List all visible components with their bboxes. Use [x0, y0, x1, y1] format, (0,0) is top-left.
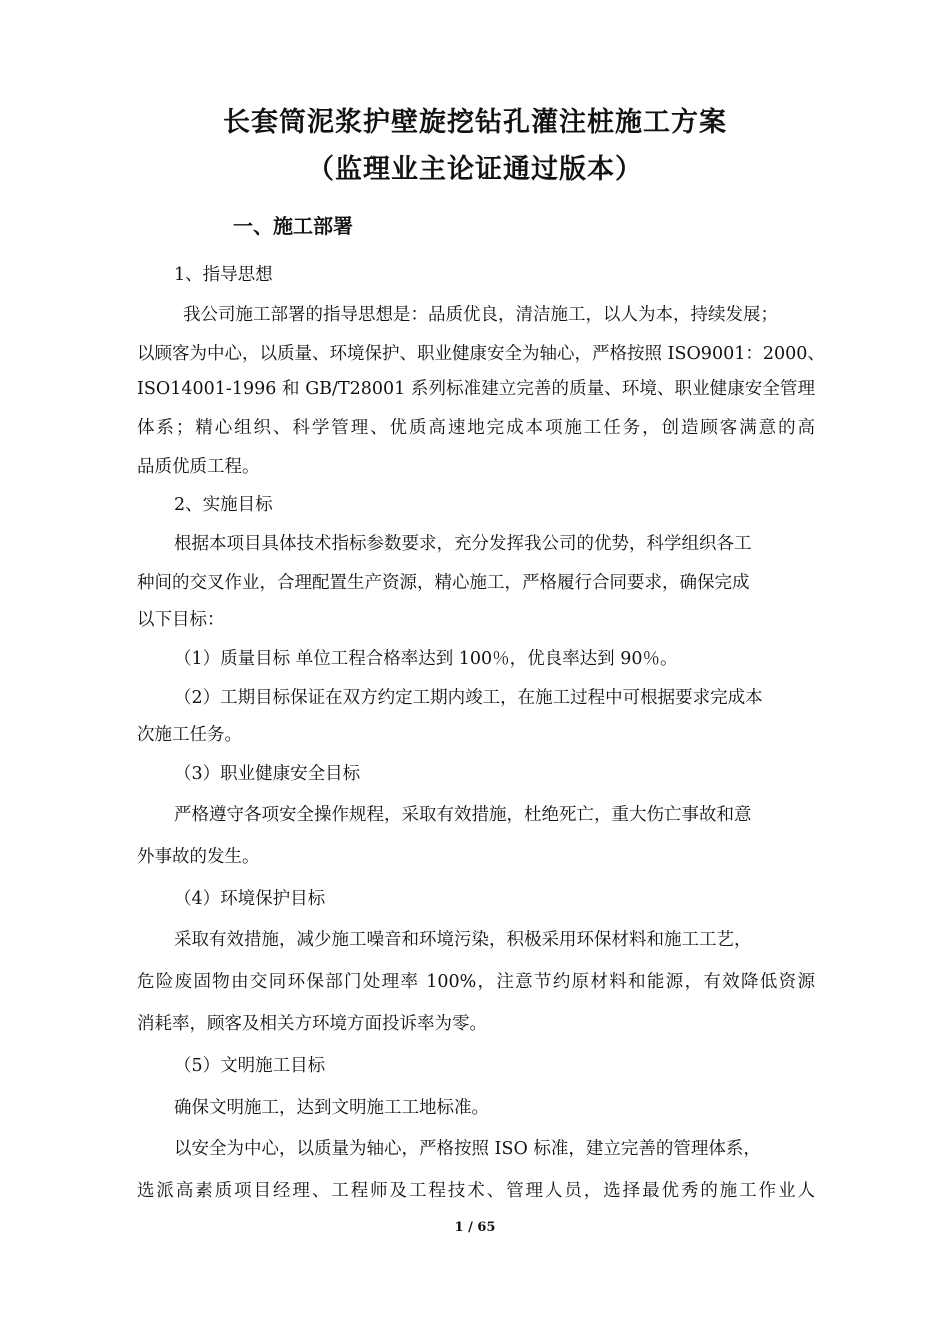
paragraph-line: 消耗率，顾客及相关方环境方面投诉率为零。 [137, 1014, 487, 1034]
paragraph-line: 我公司施工部署的指导思想是：品质优良，清洁施工，以人为本，持续发展； [183, 305, 778, 325]
paragraph-line: 体系；精心组织、科学管理、优质高速地完成本项施工任务，创造顾客满意的高 [137, 418, 815, 438]
document-title: 长套筒泥浆护壁旋挖钻孔灌注桩施工方案 [223, 107, 727, 138]
paragraph-line: 2、实施目标 [174, 495, 273, 515]
paragraph-line: 以安全为中心，以质量为轴心，严格按照 ISO 标准，建立完善的管理体系， [174, 1139, 761, 1159]
paragraph-line: 外事故的发生。 [137, 847, 260, 867]
paragraph-line: 品质优质工程。 [137, 457, 260, 477]
paragraph-line: 1、指导思想 [174, 265, 273, 285]
paragraph-line: （4）环境保护目标 [174, 889, 326, 909]
page-number: 1 / 65 [454, 1220, 496, 1235]
paragraph-line: 种间的交叉作业，合理配置生产资源，精心施工，严格履行合同要求，确保完成 [137, 573, 750, 593]
paragraph-line: 选派高素质项目经理、工程师及工程技术、管理人员，选择最优秀的施工作业人 [137, 1181, 815, 1201]
paragraph-line: 确保文明施工，达到文明施工工地标准。 [174, 1098, 489, 1118]
paragraph-line: 严格遵守各项安全操作规程，采取有效措施，杜绝死亡，重大伤亡事故和意 [174, 805, 752, 825]
paragraph-line: 采取有效措施，减少施工噪音和环境污染，积极采用环保材料和施工工艺， [174, 930, 752, 950]
document-subtitle: （监理业主论证通过版本） [307, 154, 643, 185]
paragraph-line: 次施工任务。 [137, 725, 242, 745]
paragraph-line: （1）质量目标 单位工程合格率达到 100％，优良率达到 90％。 [174, 649, 678, 669]
paragraph-line: 以下目标： [137, 610, 225, 630]
paragraph-line: （2）工期目标保证在双方约定工期内竣工，在施工过程中可根据要求完成本 [174, 688, 763, 708]
paragraph-line: ISO14001-1996 和 GB/T28001 系列标准建立完善的质量、环境、职业健康安全管理 [137, 379, 815, 399]
paragraph-line: 危险废固物由交同环保部门处理率 100%，注意节约原材料和能源，有效降低资源 [137, 972, 815, 992]
paragraph-line: 以顾客为中心，以质量、环境保护、职业健康安全为轴心，严格按照 ISO9001：2000、 [137, 344, 825, 364]
section-heading: 一、施工部署 [233, 214, 353, 238]
paragraph-line: 根据本项目具体技术指标参数要求，充分发挥我公司的优势，科学组织各工 [174, 534, 752, 554]
paragraph-line: （5）文明施工目标 [174, 1056, 326, 1076]
paragraph-line: （3）职业健康安全目标 [174, 764, 361, 784]
